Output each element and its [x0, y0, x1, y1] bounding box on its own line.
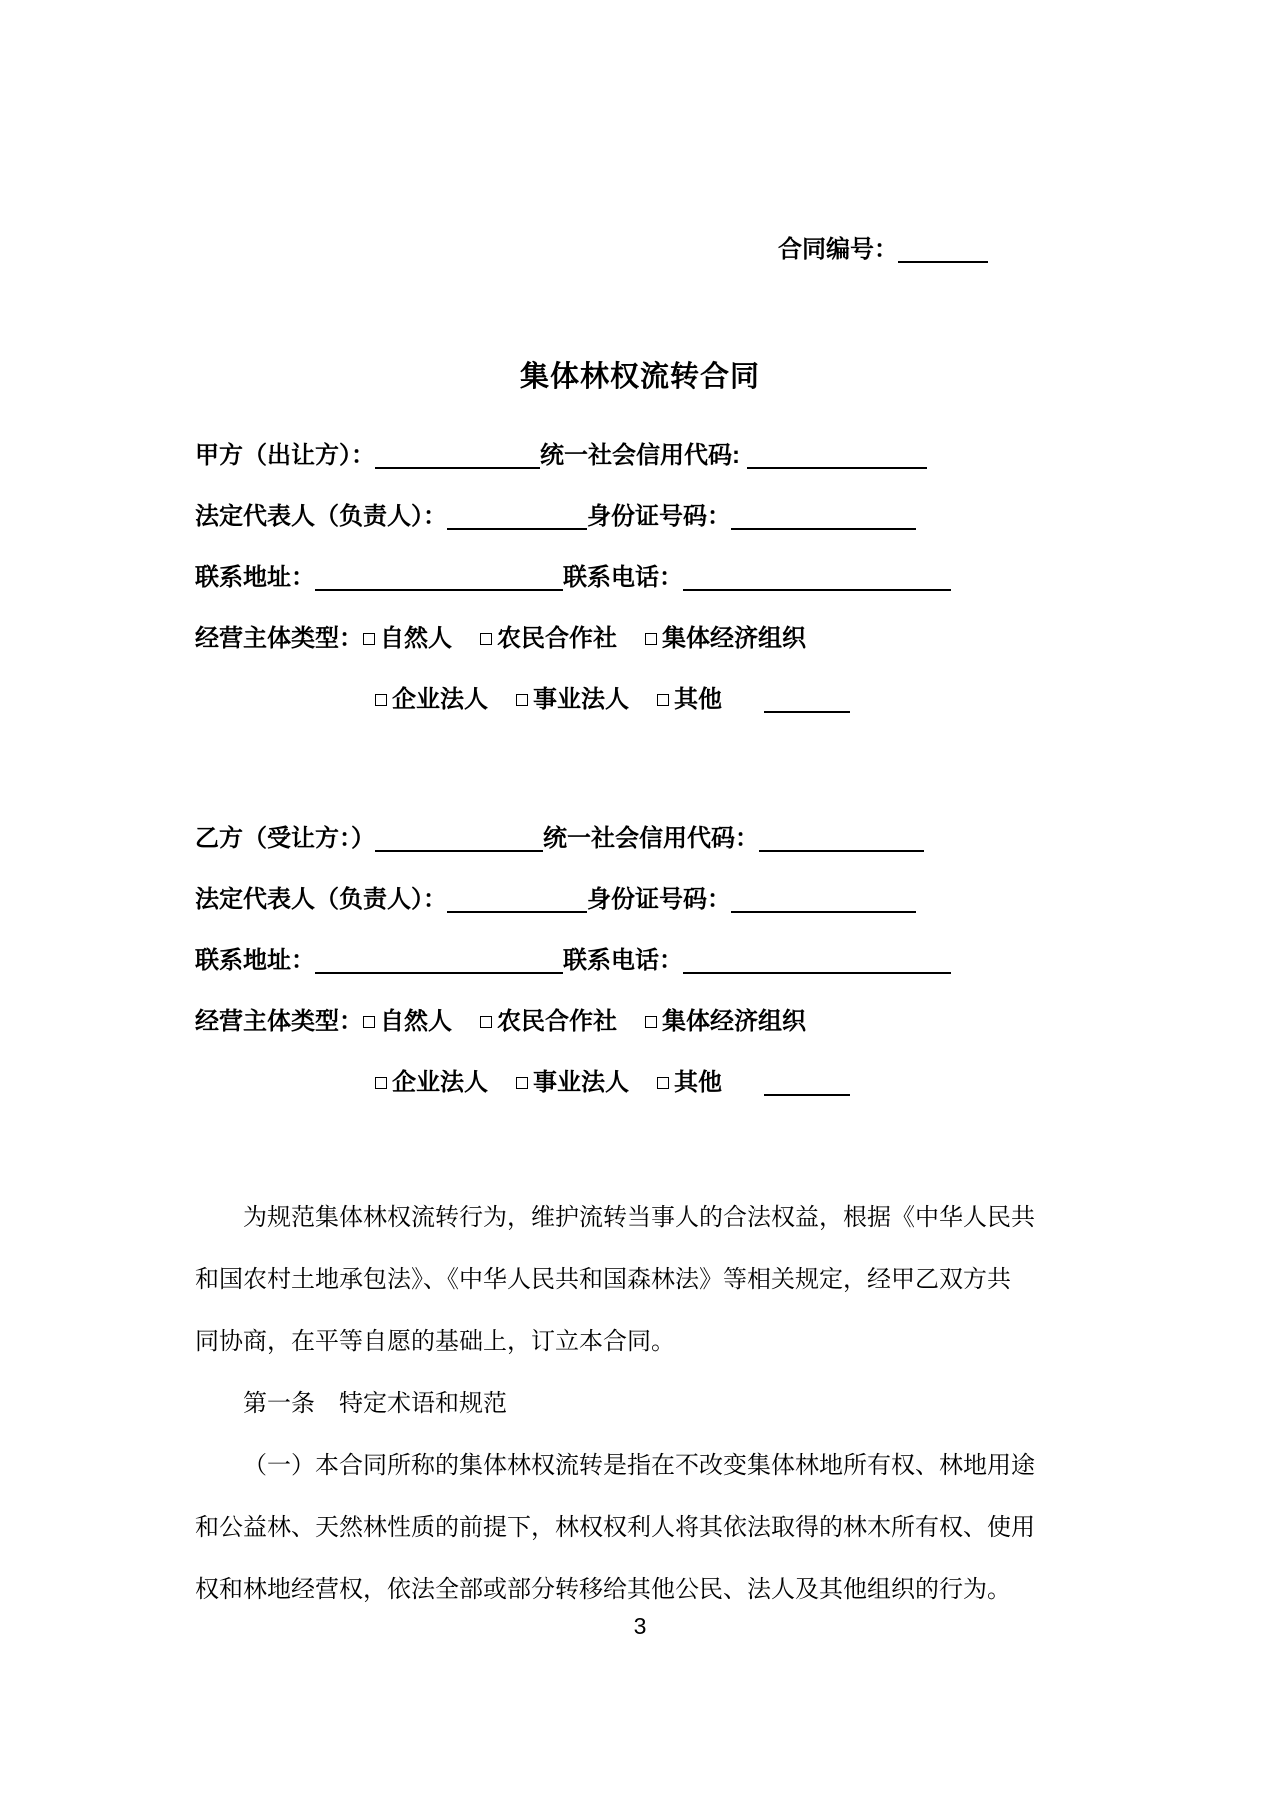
page-number: 3: [633, 1613, 647, 1639]
party-b-name-label: 乙方（受让方：）: [195, 825, 375, 852]
option-label: 农民合作社: [497, 1008, 617, 1035]
entity-option-collective-economic-org[interactable]: [645, 1008, 806, 1035]
clause-1-line-3: 权和林地经营权，依法全部或部分转移给其他公民、法人及其他组织的行为。: [195, 1576, 1011, 1603]
party-a-address-label: 联系地址：: [195, 564, 315, 591]
party-a-name-blank[interactable]: [375, 449, 540, 469]
option-label: 企业法人: [392, 686, 488, 713]
option-label: 事业法人: [533, 686, 629, 713]
party-b-entity-type-label: 经营主体类型：: [195, 1008, 363, 1035]
party-a-name-label: 甲方（出让方）：: [195, 442, 375, 469]
party-a-legal-rep-label: 法定代表人（负责人）：: [195, 503, 447, 530]
entity-option-farmer-coop[interactable]: [480, 1008, 617, 1035]
party-a-phone-label: 联系电话：: [563, 564, 683, 591]
entity-option-farmer-coop[interactable]: [480, 625, 617, 652]
option-label: 集体经济组织: [662, 1008, 806, 1035]
contract-body: [195, 1187, 1085, 1621]
checkbox-icon[interactable]: [516, 1077, 528, 1089]
checkbox-icon[interactable]: [375, 694, 387, 706]
contract-no-line: [778, 220, 1085, 280]
entity-option-collective-economic-org[interactable]: [645, 625, 806, 652]
checkbox-icon[interactable]: [645, 633, 657, 645]
option-label: 事业法人: [533, 1069, 629, 1096]
option-label: 企业法人: [392, 1069, 488, 1096]
checkbox-icon[interactable]: [480, 1016, 492, 1028]
entity-option-natural-person[interactable]: [363, 1008, 452, 1035]
party-a-name-line: [195, 425, 1085, 486]
clause-1-line-2: 和公益林、天然林性质的前提下，林权权利人将其依法取得的林木所有权、使用: [195, 1514, 1035, 1541]
option-label: 集体经济组织: [662, 625, 806, 652]
entity-option-institution-legal-person[interactable]: [516, 686, 629, 713]
party-a-address-blank[interactable]: [315, 571, 563, 591]
document-title: 集体林权流转合同: [519, 361, 760, 393]
party-b-name-blank[interactable]: [375, 832, 543, 852]
party-b-phone-label: 联系电话：: [563, 947, 683, 974]
party-b-legal-rep-label: 法定代表人（负责人）：: [195, 886, 447, 913]
party-a-other-blank[interactable]: [764, 693, 850, 713]
party-b-entity-type-line2: [195, 1052, 1085, 1113]
option-label: 自然人: [380, 1008, 452, 1035]
party-b-legal-rep-blank[interactable]: [447, 893, 587, 913]
party-a-section: [195, 425, 1085, 730]
contract-no-label: 合同编号：: [778, 236, 898, 263]
checkbox-icon[interactable]: [363, 633, 375, 645]
intro-paragraph-line-2: 和国农村土地承包法》、《中华人民共和国森林法》等相关规定，经甲乙双方共: [195, 1266, 1011, 1293]
party-b-id-number-blank[interactable]: [731, 893, 916, 913]
party-b-name-line: [195, 808, 1085, 869]
party-b-section: [195, 808, 1085, 1113]
checkbox-icon[interactable]: [363, 1016, 375, 1028]
party-b-phone-blank[interactable]: [683, 954, 951, 974]
party-b-address-blank[interactable]: [315, 954, 563, 974]
entity-option-other[interactable]: [657, 686, 722, 713]
party-b-contact-line: [195, 930, 1085, 991]
party-a-legal-rep-line: [195, 486, 1085, 547]
article-1-heading: 第一条 特定术语和规范: [243, 1390, 507, 1417]
party-b-address-label: 联系地址：: [195, 947, 315, 974]
party-a-credit-code-label: 统一社会信用代码:: [540, 442, 740, 469]
party-a-entity-type-label: 经营主体类型：: [195, 625, 363, 652]
party-b-id-number-label: 身份证号码：: [587, 886, 731, 913]
entity-option-enterprise-legal-person[interactable]: [375, 686, 488, 713]
option-label: 其他: [674, 1069, 722, 1096]
checkbox-icon[interactable]: [657, 1077, 669, 1089]
checkbox-icon[interactable]: [516, 694, 528, 706]
option-label: 农民合作社: [497, 625, 617, 652]
checkbox-icon[interactable]: [645, 1016, 657, 1028]
entity-option-enterprise-legal-person[interactable]: [375, 1069, 488, 1096]
checkbox-icon[interactable]: [657, 694, 669, 706]
option-label: 自然人: [380, 625, 452, 652]
entity-option-other[interactable]: [657, 1069, 722, 1096]
party-a-id-number-label: 身份证号码：: [587, 503, 731, 530]
party-a-entity-type-line: [195, 608, 1085, 669]
party-b-legal-rep-line: [195, 869, 1085, 930]
checkbox-icon[interactable]: [480, 633, 492, 645]
party-a-phone-blank[interactable]: [683, 571, 951, 591]
party-a-entity-type-line2: [195, 669, 1085, 730]
party-a-contact-line: [195, 547, 1085, 608]
intro-paragraph-line-1: 为规范集体林权流转行为，维护流转当事人的合法权益，根据《中华人民共: [243, 1204, 1035, 1231]
party-b-credit-code-label: 统一社会信用代码：: [543, 825, 759, 852]
party-a-legal-rep-blank[interactable]: [447, 510, 587, 530]
clause-1-line-1: （一）本合同所称的集体林权流转是指在不改变集体林地所有权、林地用途: [243, 1452, 1035, 1479]
checkbox-icon[interactable]: [375, 1077, 387, 1089]
party-a-credit-code-blank[interactable]: [747, 449, 927, 469]
entity-option-natural-person[interactable]: [363, 625, 452, 652]
party-b-entity-type-line: [195, 991, 1085, 1052]
party-b-other-blank[interactable]: [764, 1076, 850, 1096]
intro-paragraph-line-3: 同协商，在平等自愿的基础上，订立本合同。: [195, 1328, 675, 1355]
entity-option-institution-legal-person[interactable]: [516, 1069, 629, 1096]
option-label: 其他: [674, 686, 722, 713]
party-b-credit-code-blank[interactable]: [759, 832, 924, 852]
party-a-id-number-blank[interactable]: [731, 510, 916, 530]
contract-no-blank[interactable]: [898, 243, 988, 263]
